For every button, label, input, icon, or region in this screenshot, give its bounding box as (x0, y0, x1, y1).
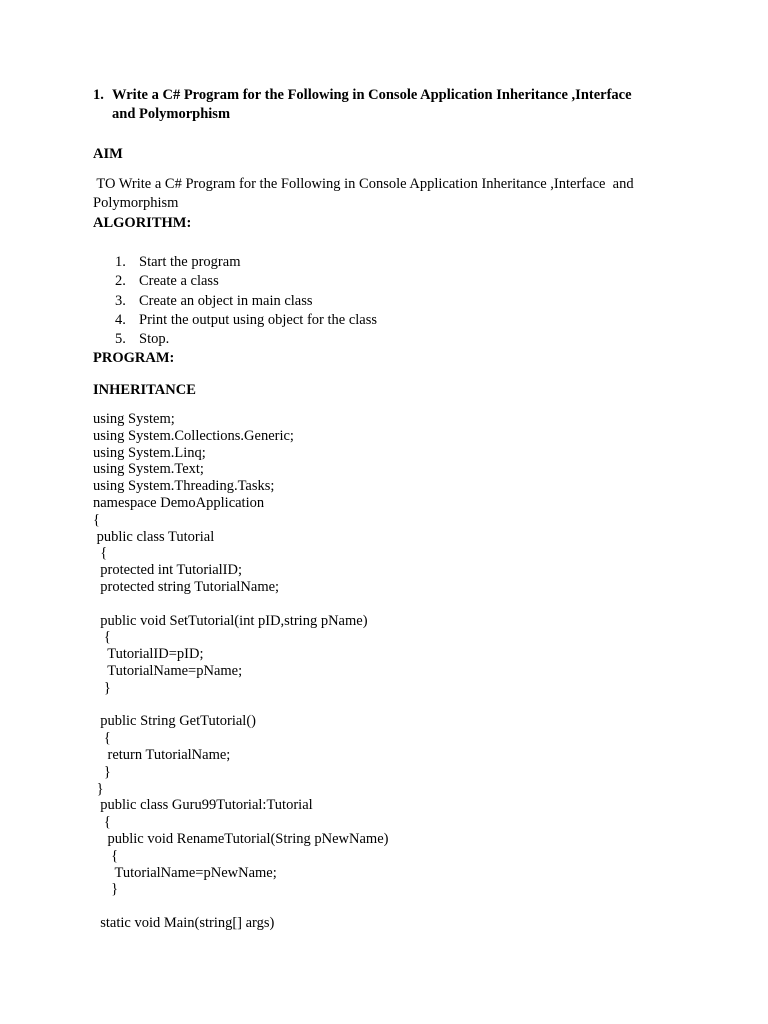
aim-text-line-1: TO Write a C# Program for the Following in Console Application Inheritance ,Interface and (93, 176, 634, 192)
code-line: using System.Collections.Generic; (93, 427, 294, 444)
question-title (112, 86, 682, 124)
algorithm-step-text: Print the output using object for the class (139, 311, 378, 328)
program-heading: PROGRAM: (93, 350, 175, 366)
code-line: { (93, 730, 111, 747)
code-line: } (93, 881, 119, 898)
algorithm-step (93, 330, 377, 349)
algorithm-step (93, 253, 377, 272)
algorithm-step-number: 2. (115, 273, 126, 290)
algorithm-step-number: 5. (115, 331, 126, 348)
code-line: return TutorialName; (93, 746, 231, 763)
code-line: public void SetTutorial(int pID,string pName) (93, 612, 368, 629)
code-line: { (93, 847, 119, 864)
aim-text (93, 175, 683, 213)
question-title-line-2: and Polymorphism (112, 106, 231, 122)
aim-heading: AIM (93, 146, 123, 162)
code-line: public void RenameTutorial(String pNewName) (93, 830, 389, 847)
code-line: using System.Threading.Tasks; (93, 478, 275, 495)
code-line: protected int TutorialID; (93, 562, 243, 579)
code-line: TutorialID=pID; (93, 646, 204, 663)
algorithm-step-text: Create an object in main class (139, 292, 313, 309)
aim-text-line-2: Polymorphism (93, 195, 179, 211)
algorithm-step-number: 4. (115, 311, 126, 328)
algorithm-step (93, 292, 377, 311)
code-line: { (93, 511, 100, 528)
code-line: using System.Linq; (93, 444, 206, 461)
question-title-line-1: Write a C# Program for the Following in Console Application Inheritance ,Interface (112, 87, 632, 103)
algorithm-step (93, 272, 377, 291)
algorithm-step-number: 1. (115, 254, 126, 270)
code-line: public String GetTutorial() (93, 713, 256, 730)
code-line: using System.Text; (93, 461, 204, 478)
algorithm-steps (93, 253, 377, 349)
code-line: } (93, 763, 111, 780)
algorithm-step-text: Stop. (139, 331, 170, 348)
code-line: protected string TutorialName; (93, 578, 280, 595)
code-line: } (93, 679, 111, 696)
code-line: TutorialName=pName; (93, 662, 243, 679)
algorithm-step-text: Create a class (139, 273, 219, 290)
code-line (93, 898, 388, 915)
code-line: public class Tutorial (93, 528, 215, 545)
code-line: using System; (93, 411, 175, 427)
algorithm-step (93, 311, 377, 330)
code-listing (93, 411, 388, 932)
question-number: 1. (93, 87, 104, 103)
code-line: public class Guru99Tutorial:Tutorial (93, 797, 313, 814)
code-line: TutorialName=pNewName; (93, 864, 277, 881)
algorithm-step-number: 3. (115, 292, 126, 309)
algorithm-heading: ALGORITHM: (93, 215, 192, 231)
code-line: { (93, 814, 111, 831)
code-line (93, 596, 388, 613)
algorithm-step-text: Start the program (139, 254, 241, 270)
code-line: static void Main(string[] args) (93, 914, 275, 931)
inheritance-heading: INHERITANCE (93, 382, 196, 398)
code-line: } (93, 780, 104, 797)
code-line (93, 697, 388, 714)
code-line: { (93, 629, 111, 646)
code-line: { (93, 545, 108, 562)
code-line: namespace DemoApplication (93, 494, 265, 511)
